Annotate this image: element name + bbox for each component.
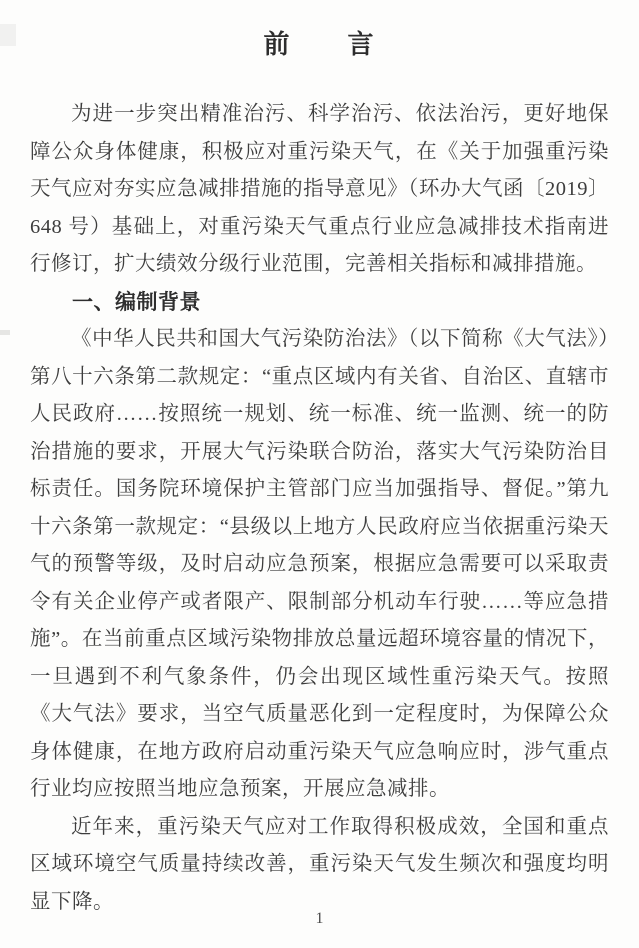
paragraph-intro: 为进一步突出精准治污、科学治污、依法治污，更好地保障公众身体健康，积极应对重污染天气，在《关于加强重污染天气应对夯实应急减排措施的指导意见》（环办大气函〔2019〕648 号）基础上，对重污染天气重点行业应急减排技术指南进行修订，扩大绩效分级行业范围，完善相关指标和减排措施。 xyxy=(30,103,609,275)
paragraph-legal-basis: 《中华人民共和国大气污染防治法》（以下简称《大气法》）第八十六条第二款规定：“重点区域内有关省、自治区、直辖市人民政府……按照统一规划、统一标准、统一监测、统一的防治措施的要求，开展大气污染联合防治，落实大气污染防治目标责任。国务院环境保护主管部门应当加强指导、督促。”第九十六条第一款规定：“县级以上地方人民政府应当依据重污染天气的预警等级，及时启动应急预案，根据应急需要可以采取责令有关企业停产或者限产、限制部分机动车行驶……等应急措施”。在当前重点区域污染物排放总量远超环境容量的情况下，一旦遇到不利气象条件，仍会出现区域性重污染天气。按照《大气法》要求，当空气质量恶化到一定程度时，为保障公众身体健康，在地方政府启动重污染天气应急响应时，涉气重点行业均应按照当地应急预案，开展应急减排。 xyxy=(30,328,609,800)
document-body xyxy=(0,96,639,921)
page-title: 前 言 xyxy=(263,29,376,59)
scan-artifact xyxy=(0,24,16,46)
paragraph-recent-progress: 近年来，重污染天气应对工作取得积极成效，全国和重点区域环境空气质量持续改善，重污染天气发生频次和强度均明显下降。 xyxy=(30,815,609,913)
scan-artifact xyxy=(0,330,10,335)
section-heading-background: 一、编制背景 xyxy=(72,290,201,314)
page-number: 1 xyxy=(315,910,324,927)
